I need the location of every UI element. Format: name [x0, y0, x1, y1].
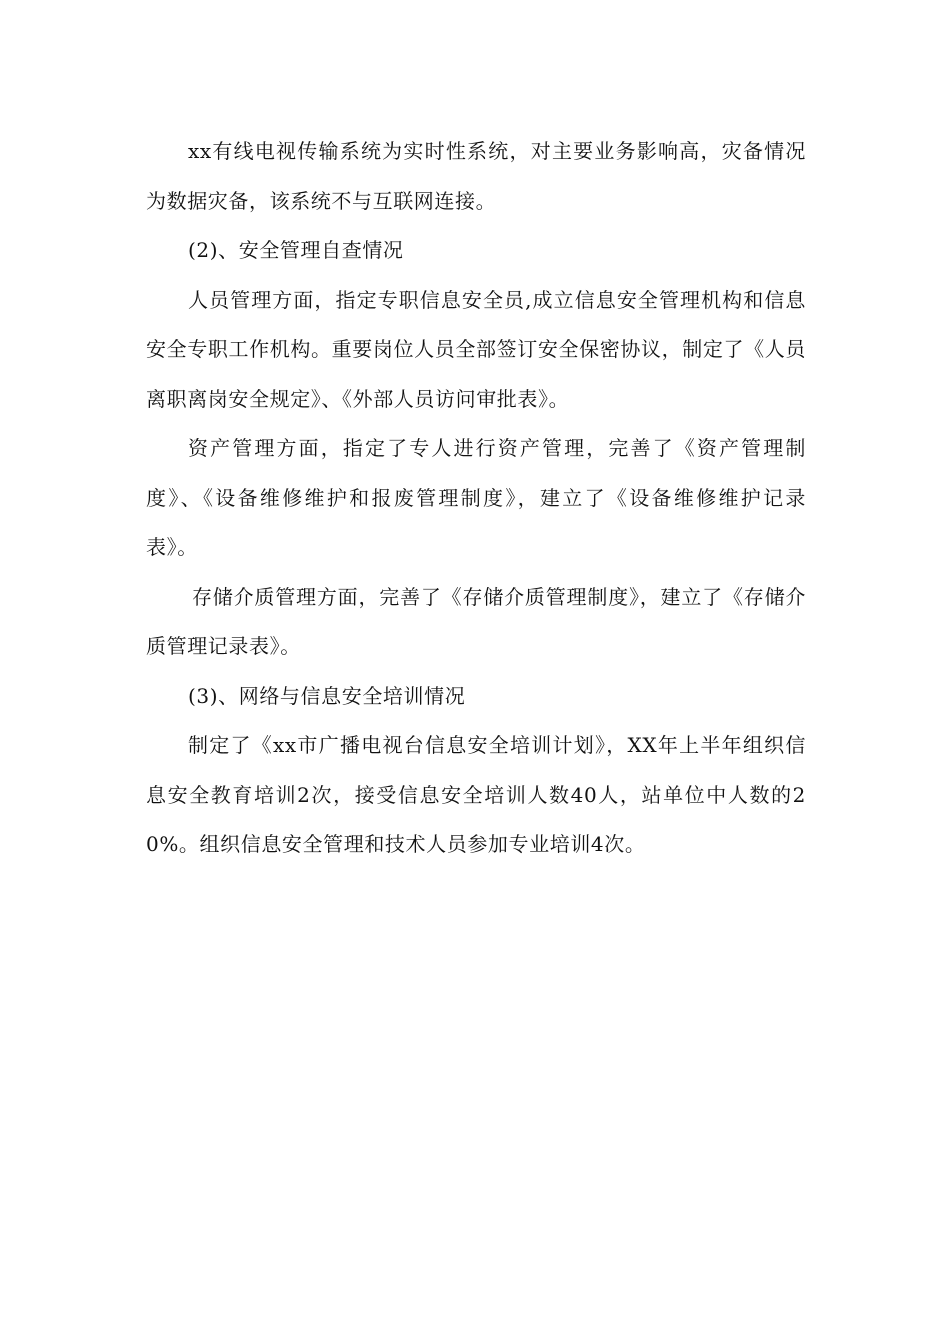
paragraph-storage-media-management: 存储介质管理方面，完善了《存储介质管理制度》，建立了《存储介质管理记录表》。: [146, 584, 806, 658]
paragraph-asset-management: 资产管理方面，指定了专人进行资产管理，完善了《资产管理制度》、《设备维修维护和报废管理制度》，建立了《设备维修维护记录表》。: [146, 436, 806, 559]
section-heading-security-management: (2)、安全管理自查情况: [188, 238, 404, 262]
paragraph-personnel-management: 人员管理方面，指定专职信息安全员,成立信息安全管理机构和信息安全专职工作机构。重要岗位人员全部签订安全保密协议，制定了《人员离职离岗安全规定》、《外部人员访问审批表》。: [146, 287, 806, 411]
section-heading-security-training: (3)、网络与信息安全培训情况: [188, 683, 466, 708]
document-body: [146, 127, 806, 870]
paragraph-system-description: xx有线电视传输系统为实时性系统，对主要业务影响高，灾备情况为数据灾备，该系统不与互联网连接。: [146, 139, 806, 213]
paragraph-training-details: 制定了《xx市广播电视台信息安全培训计划》，XX年上半年组织信息安全教育培训2次，接受信息安全培训人数40人，站单位中人数的20%。组织信息安全管理和技术人员参加专业培训4次。: [146, 733, 806, 856]
